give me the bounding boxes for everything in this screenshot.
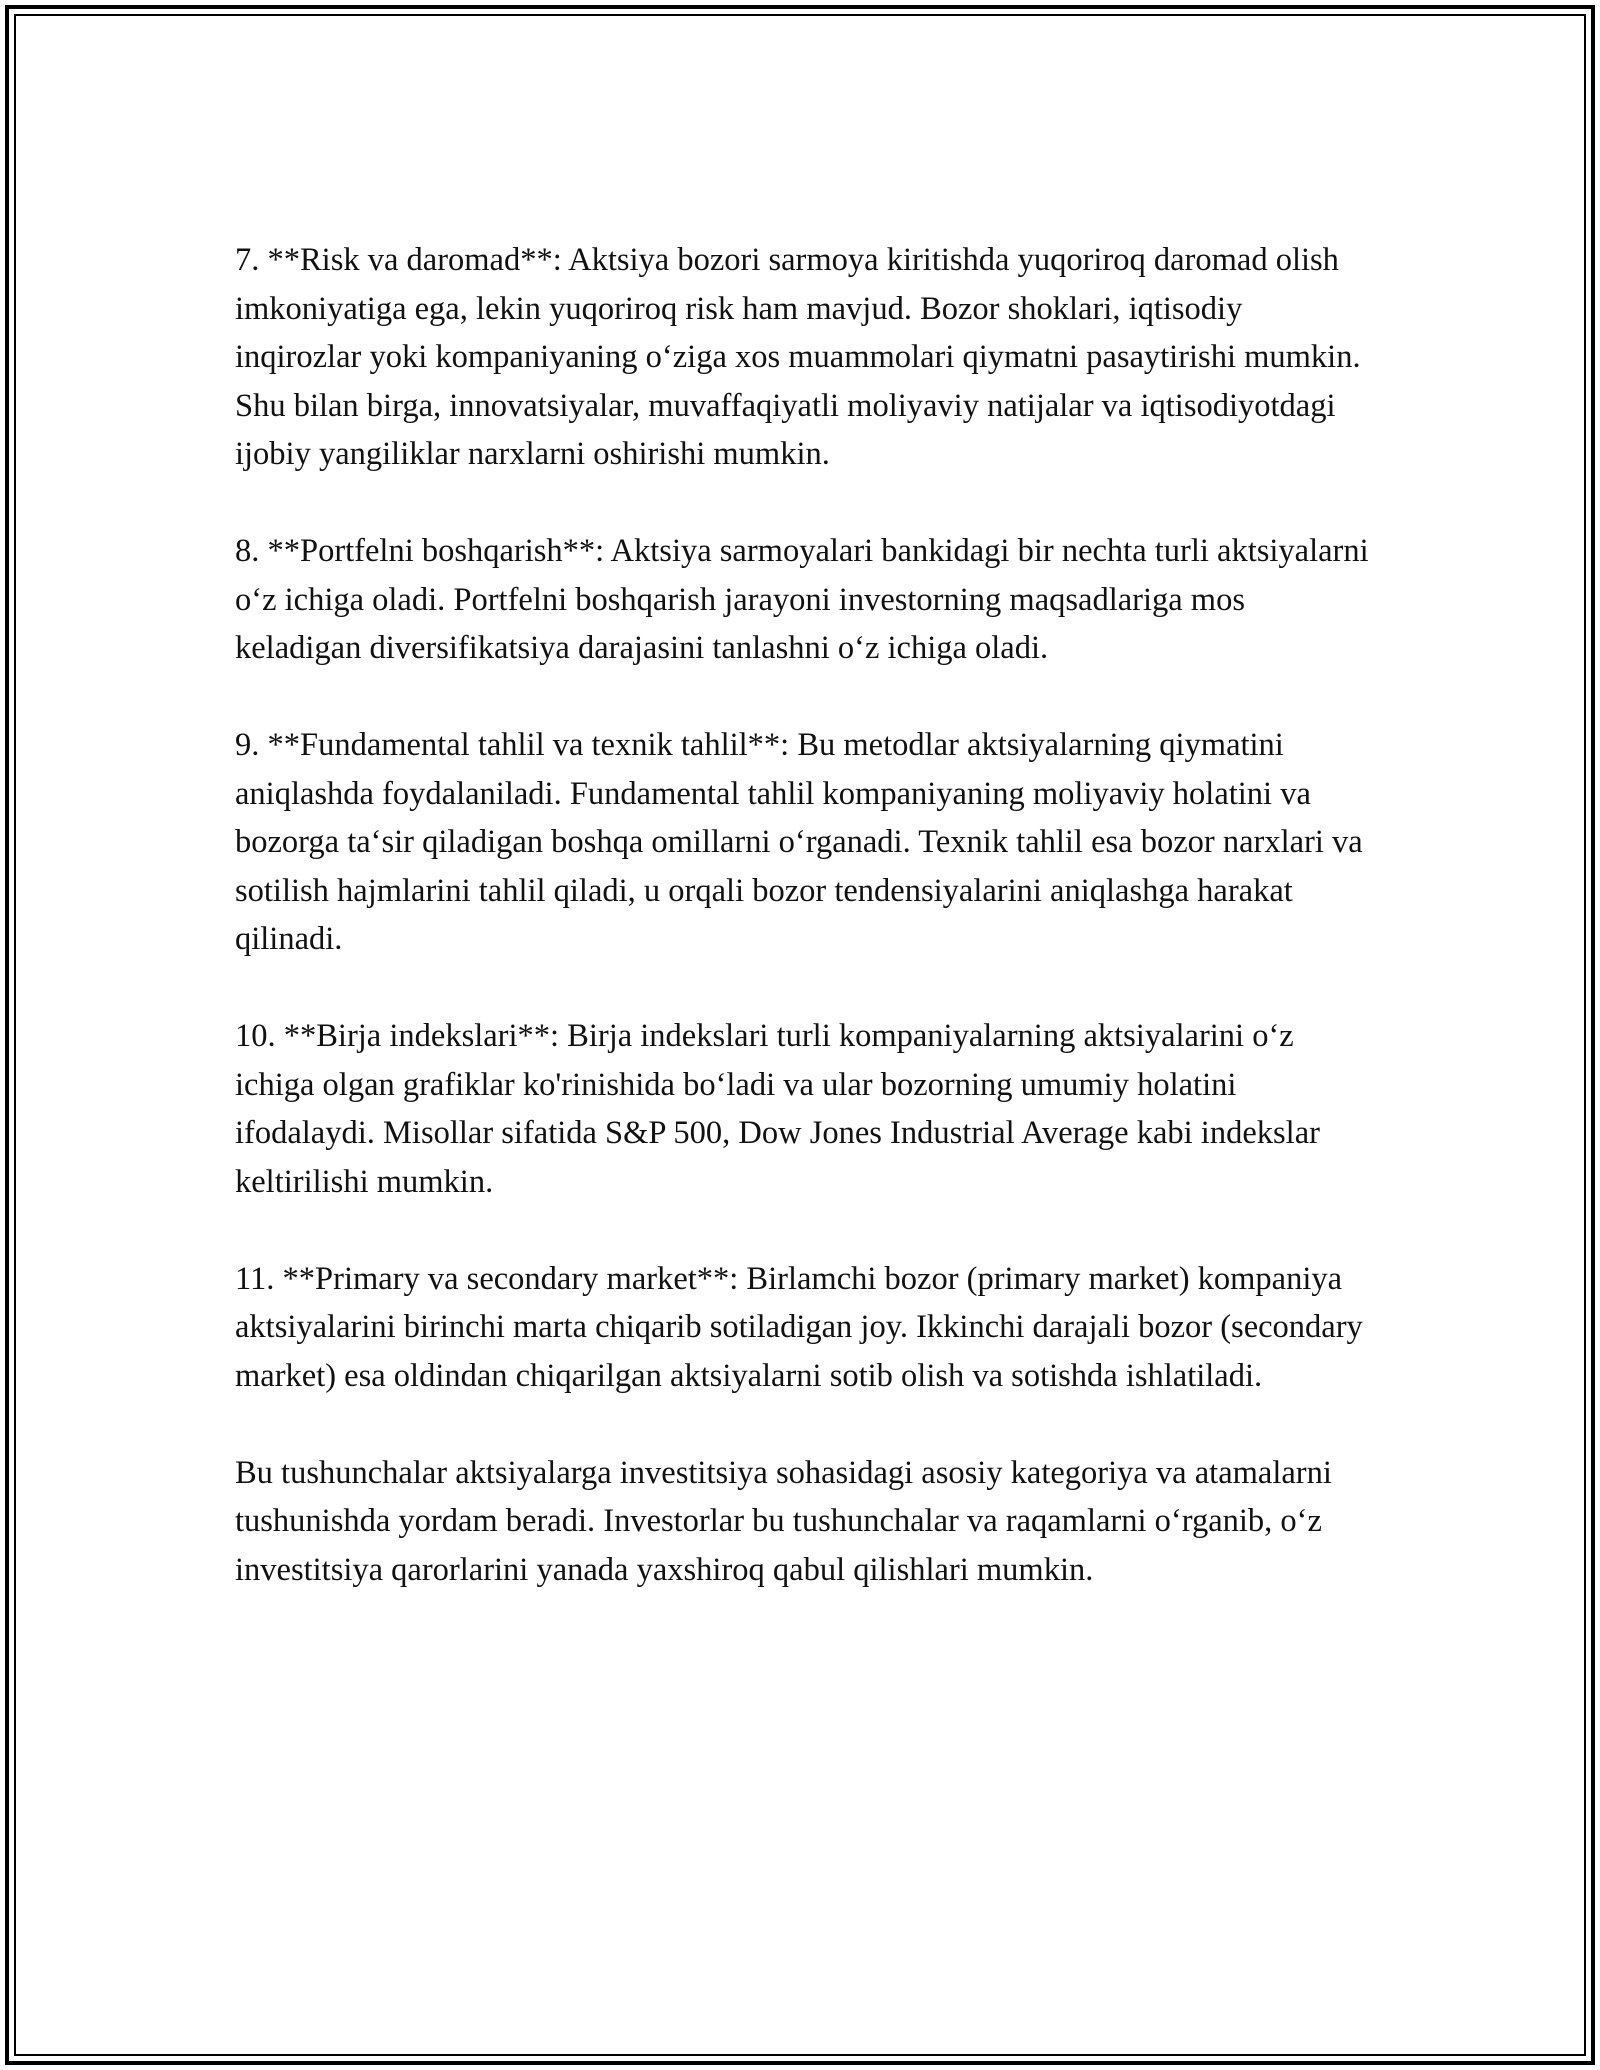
paragraph-primary-secondary-market: 11. **Primary va secondary market**: Birlamchi bozor (primary market) kompaniya aktsiyalarini birinchi marta chiqarib sotiladigan joy. Ikkinchi darajali bozor (secondary market) esa oldindan chiqarilgan aktsiyalarni sotib olish va sotishda ishlatiladi.	[235, 1260, 1363, 1394]
paragraph-risk-va-daromad: 7. **Risk va daromad**: Aktsiya bozori sarmoya kiritishda yuqoriroq daromad olish imkoniyatiga ega, lekin yuqoriroq risk ham mavjud. Bozor shoklari, iqtisodiy inqirozlar yoki kompaniyaning o‘ziga xos muammolari qiymatni pasaytirishi mumkin. Shu bilan birga, innovatsiyalar, muvaffaqiyatli moliyaviy natijalar va iqtisodiyotdagi ijobiy yangiliklar narxlarni oshirishi mumkin.	[235, 242, 1361, 472]
paragraph-fundamental-texnik-tahlil: 9. **Fundamental tahlil va texnik tahlil**: Bu metodlar aktsiyalarning qiymatini aniqlashda foydalaniladi. Fundamental tahlil kompaniyaning moliyaviy holatini va bozorga ta‘sir qiladigan boshqa omillarni o‘rganadi. Texnik tahlil esa bozor narxlari va sotilish hajmlarini tahlil qiladi, u orqali bozor tendensiyalarini aniqlashga harakat qilinadi.	[235, 727, 1363, 957]
paragraph-portfelni-boshqarish: 8. **Portfelni boshqarish**: Aktsiya sarmoyalari bankidagi bir nechta turli aktsiyalarni o‘z ichiga oladi. Portfelni boshqarish jarayoni investorning maqsadlariga mos keladigan diversifikatsiya darajasini tanlashni o‘z ichiga oladi.	[235, 533, 1369, 666]
paragraph-conclusion: Bu tushunchalar aktsiyalarga investitsiya sohasidagi asosiy kategoriya va atamalarni tushunishda yordam beradi. Investorlar bu tushunchalar va raqamlarni o‘rganib, o‘z investitsiya qarorlarini yanada yaxshiroq qabul qilishlari mumkin.	[235, 1454, 1332, 1588]
paragraph-birja-indekslari: 10. **Birja indekslari**: Birja indekslari turli kompaniyalarning aktsiyalarini o‘z ichiga olgan grafiklar ko'rinishida bo‘ladi va ular bozorning umumiy holatini ifodalaydi. Misollar sifatida S&P 500, Dow Jones Industrial Average kabi indekslar keltirilishi mumkin.	[235, 1018, 1320, 1200]
document-body	[235, 236, 1370, 1594]
